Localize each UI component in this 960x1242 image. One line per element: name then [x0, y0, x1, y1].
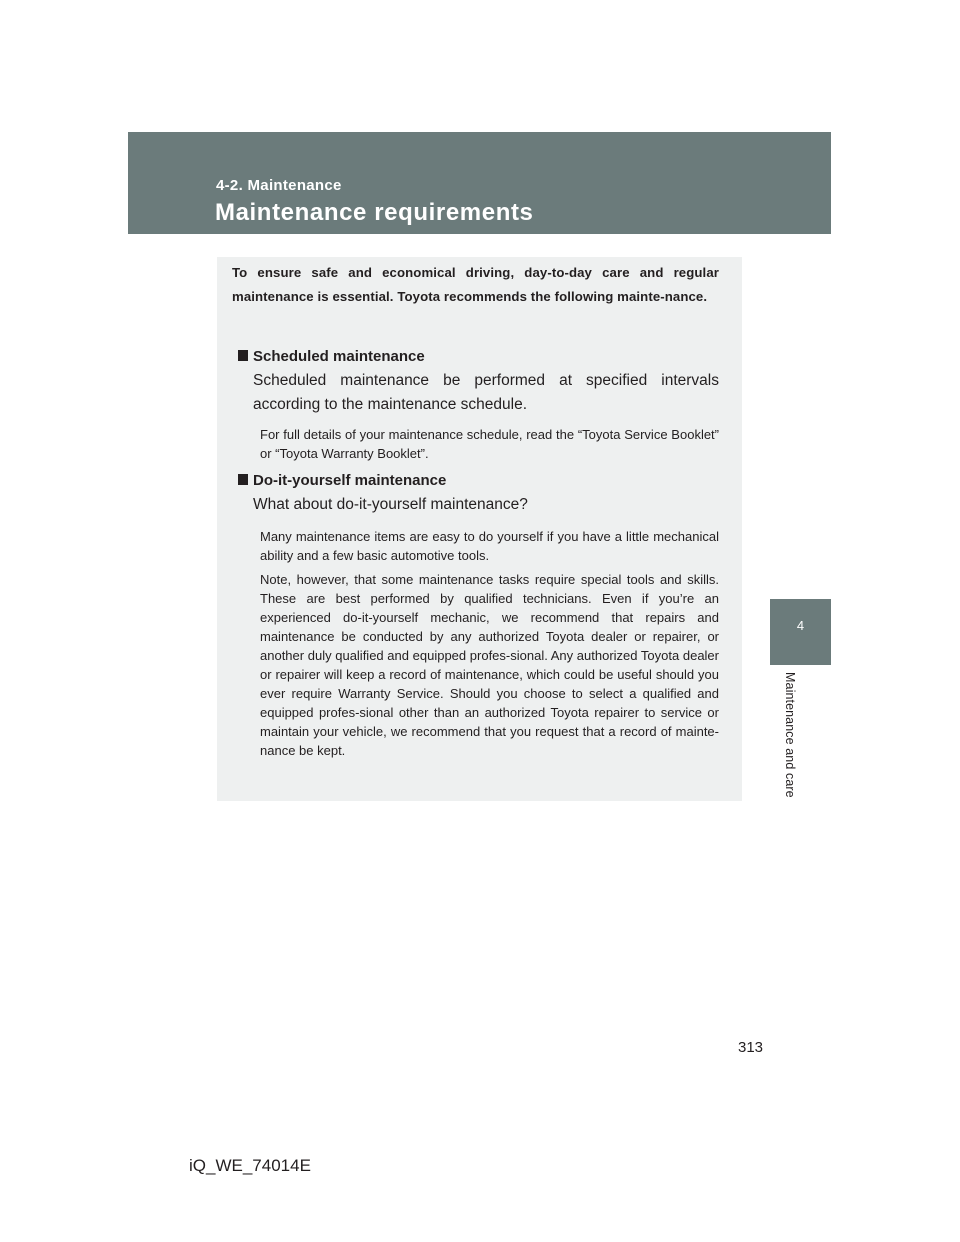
chapter-title [783, 672, 797, 798]
note-diy-1: Many maintenance items are easy to do yourself if you have a little mechanical ability and a few basic automotive tools. [260, 529, 719, 563]
note-scheduled-1: For full details of your maintenance schedule, read the “Toyota Service Booklet” or “Toyota Warranty Booklet”. [260, 427, 719, 461]
item-heading-diy [238, 472, 446, 490]
item-heading-text: Scheduled maintenance [253, 348, 425, 365]
chapter-number: 4 [796, 618, 805, 633]
chapter-tab[interactable] [770, 599, 831, 665]
section-label: 4-2. Maintenance [216, 177, 342, 194]
note-diy-2: Note, however, that some maintenance tasks require special tools and skills. These are best performed by qualified technicians. Even if you’re an experienced do-it-yourself mechanic, we recommend that repairs and maintenance be conducted by any authorized Toyota dealer or repairer, or another duly qualified and equipped profes-sional. Any authorized Toyota dealer or repairer will keep a record of maintenance, which could be useful should you ever require Warranty Service. Should you choose to select a qualified and equipped profes-sional other than an authorized Toyota repairer to service or maintain your vehicle, we recommend that you request that a record of mainte-nance be kept. [260, 572, 719, 758]
page-title: Maintenance requirements [215, 199, 534, 226]
chapter-title-text: Maintenance and care [783, 672, 797, 798]
header-band [128, 132, 831, 234]
item-body-diy: What about do-it-yourself maintenance? [253, 496, 528, 513]
square-bullet-icon [238, 474, 248, 485]
item-heading-scheduled [238, 348, 425, 366]
item-heading-text: Do-it-yourself maintenance [253, 472, 447, 489]
intro-paragraph: To ensure safe and economical driving, day-to-day care and regular maintenance is essential. Toyota recommends the following mainte-nance. [232, 265, 719, 304]
page-number: 313 [738, 1039, 764, 1056]
item-body-scheduled: Scheduled maintenance be performed at specified intervals according to the maintenance schedule. [253, 372, 719, 413]
document-code: iQ_WE_74014E [189, 1156, 311, 1175]
square-bullet-icon [238, 350, 248, 361]
content-box [217, 257, 742, 801]
